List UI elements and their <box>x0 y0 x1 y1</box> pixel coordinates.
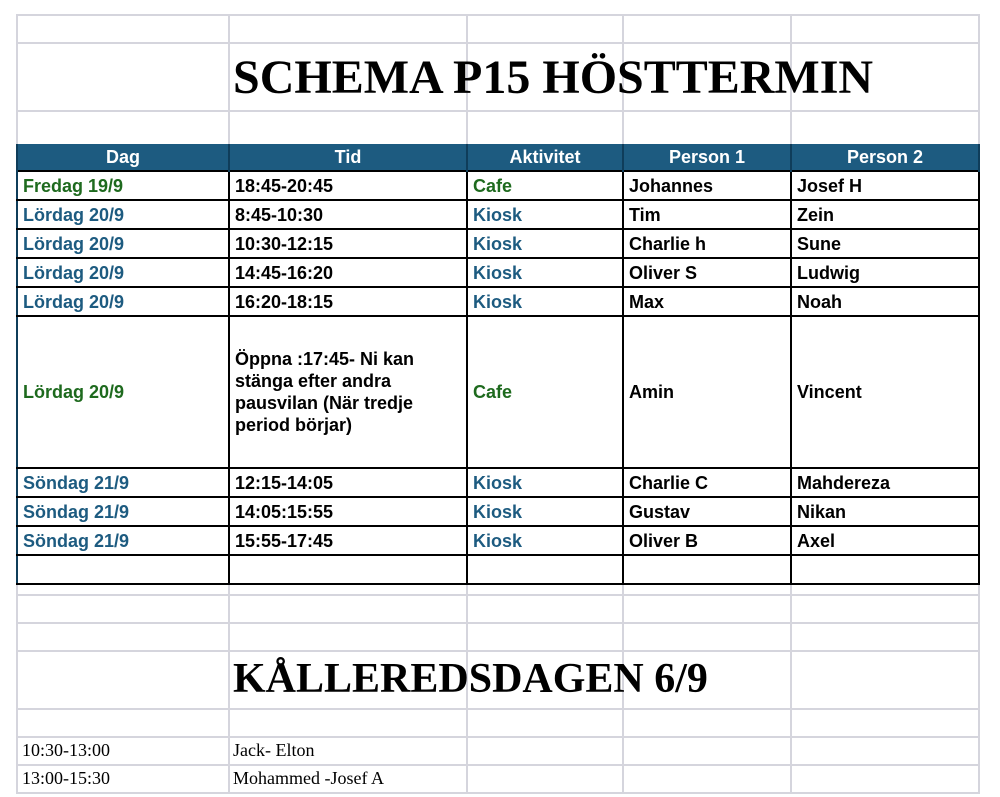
cell-dag[interactable]: Lördag 20/9 <box>17 229 229 258</box>
cell-person-2[interactable]: Mahdereza <box>791 468 979 497</box>
cell-tid[interactable]: 15:55-17:45 <box>229 526 467 555</box>
cell-aktivitet[interactable]: Kiosk <box>467 468 623 497</box>
cell-person-1[interactable]: Charlie h <box>623 229 791 258</box>
grid-line <box>16 622 980 624</box>
cell-person-2[interactable]: Vincent <box>791 316 979 468</box>
column-header-aktivitet: Aktivitet <box>467 144 623 171</box>
cell-aktivitet[interactable]: Kiosk <box>467 258 623 287</box>
empty-cell[interactable] <box>17 555 229 584</box>
column-header-person-2: Person 2 <box>791 144 979 171</box>
empty-cell[interactable] <box>229 555 467 584</box>
kalleredsdagen-title: KÅLLEREDSDAGEN 6/9 <box>233 656 708 702</box>
grid-line <box>16 110 980 112</box>
cell-person-2[interactable]: Nikan <box>791 497 979 526</box>
table-row <box>17 468 979 497</box>
table-row <box>17 497 979 526</box>
cell-aktivitet[interactable]: Kiosk <box>467 287 623 316</box>
empty-cell[interactable] <box>467 555 623 584</box>
kalleredsdagen-time[interactable]: 10:30-13:00 <box>22 740 110 760</box>
cell-tid[interactable]: 12:15-14:05 <box>229 468 467 497</box>
column-header-dag: Dag <box>17 144 229 171</box>
table-row <box>17 200 979 229</box>
cell-person-1[interactable]: Johannes <box>623 171 791 200</box>
kalleredsdagen-names[interactable]: Jack- Elton <box>233 740 315 760</box>
table-row-empty <box>17 555 979 584</box>
page-title: SCHEMA P15 HÖSTTERMIN <box>233 51 874 104</box>
column-header-person-1: Person 1 <box>623 144 791 171</box>
cell-person-2[interactable]: Josef H <box>791 171 979 200</box>
cell-person-1[interactable]: Tim <box>623 200 791 229</box>
table-row <box>17 526 979 555</box>
cell-person-1[interactable]: Gustav <box>623 497 791 526</box>
cell-dag[interactable]: Lördag 20/9 <box>17 258 229 287</box>
kalleredsdagen-names[interactable]: Mohammed -Josef A <box>233 768 384 788</box>
column-header-tid: Tid <box>229 144 467 171</box>
table-row <box>17 171 979 200</box>
cell-person-1[interactable]: Charlie C <box>623 468 791 497</box>
cell-aktivitet[interactable]: Kiosk <box>467 526 623 555</box>
grid-line <box>16 650 980 652</box>
cell-person-1[interactable]: Oliver S <box>623 258 791 287</box>
grid-line <box>16 14 980 16</box>
cell-dag[interactable]: Söndag 21/9 <box>17 526 229 555</box>
cell-tid[interactable]: Öppna :17:45- Ni kan stänga efter andra pausvilan (När tredje period börjar) <box>229 316 467 468</box>
cell-person-2[interactable]: Sune <box>791 229 979 258</box>
cell-tid[interactable]: 16:20-18:15 <box>229 287 467 316</box>
cell-person-2[interactable]: Noah <box>791 287 979 316</box>
cell-person-1[interactable]: Oliver B <box>623 526 791 555</box>
empty-cell[interactable] <box>791 555 979 584</box>
kalleredsdagen-time[interactable]: 13:00-15:30 <box>22 768 110 788</box>
cell-tid[interactable]: 18:45-20:45 <box>229 171 467 200</box>
grid-line <box>16 708 980 710</box>
grid-line <box>16 764 980 766</box>
table-row <box>17 229 979 258</box>
cell-dag[interactable]: Söndag 21/9 <box>17 468 229 497</box>
cell-dag[interactable]: Lördag 20/9 <box>17 316 229 468</box>
cell-tid[interactable]: 14:45-16:20 <box>229 258 467 287</box>
table-row <box>17 287 979 316</box>
cell-tid[interactable]: 8:45-10:30 <box>229 200 467 229</box>
grid-line <box>16 736 980 738</box>
cell-aktivitet[interactable]: Cafe <box>467 171 623 200</box>
grid-line <box>16 42 980 44</box>
cell-dag[interactable]: Lördag 20/9 <box>17 287 229 316</box>
cell-person-2[interactable]: Axel <box>791 526 979 555</box>
cell-tid[interactable]: 10:30-12:15 <box>229 229 467 258</box>
cell-dag[interactable]: Söndag 21/9 <box>17 497 229 526</box>
cell-dag[interactable]: Lördag 20/9 <box>17 200 229 229</box>
table-row <box>17 316 979 468</box>
table-header-row <box>17 144 979 171</box>
table-row <box>17 258 979 287</box>
grid-line <box>16 792 980 794</box>
cell-aktivitet[interactable]: Kiosk <box>467 200 623 229</box>
cell-person-2[interactable]: Zein <box>791 200 979 229</box>
cell-person-1[interactable]: Max <box>623 287 791 316</box>
cell-aktivitet[interactable]: Cafe <box>467 316 623 468</box>
grid-line <box>16 594 980 596</box>
empty-cell[interactable] <box>623 555 791 584</box>
cell-tid[interactable]: 14:05:15:55 <box>229 497 467 526</box>
cell-person-1[interactable]: Amin <box>623 316 791 468</box>
cell-aktivitet[interactable]: Kiosk <box>467 229 623 258</box>
cell-aktivitet[interactable]: Kiosk <box>467 497 623 526</box>
schedule-table <box>16 144 980 585</box>
cell-person-2[interactable]: Ludwig <box>791 258 979 287</box>
cell-dag[interactable]: Fredag 19/9 <box>17 171 229 200</box>
